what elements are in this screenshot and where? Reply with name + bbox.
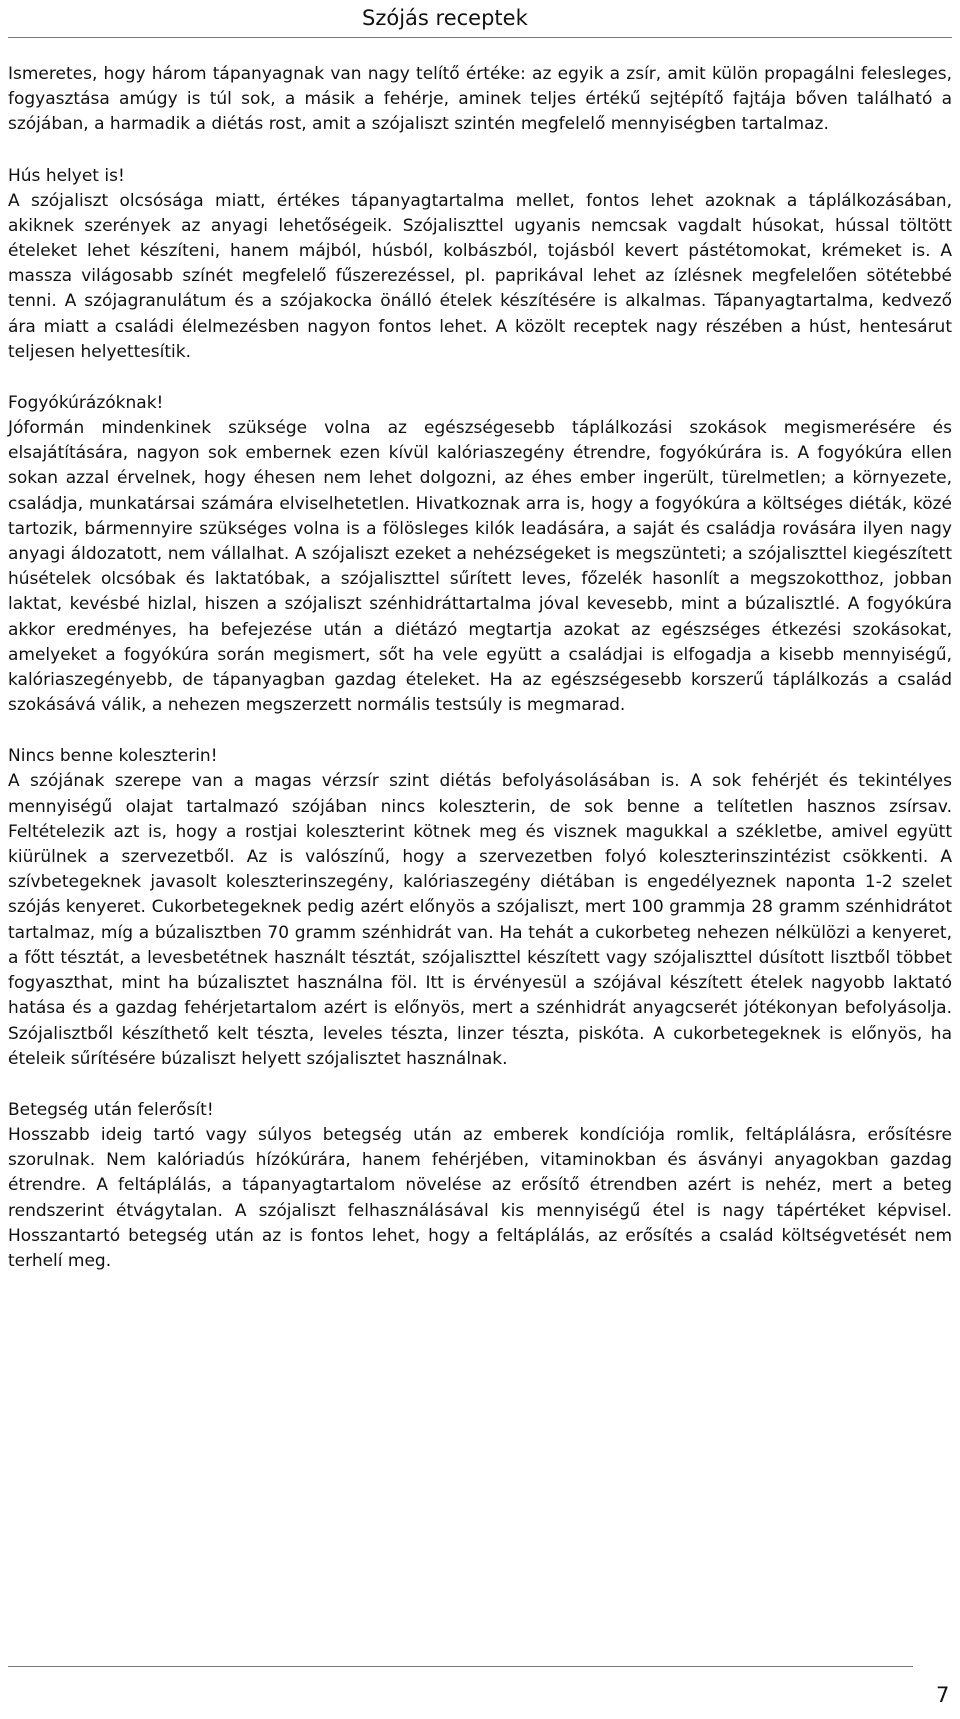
section-heading: Betegség után felerősít! — [8, 1099, 214, 1120]
intro-paragraph: Ismeretes, hogy három tápanyagnak van nagy telítő értéke: az egyik a zsír, amit külön propagálni felesleges, fogyasztása amúgy is túl sok, a másik a fehérje, aminek teljes értékű sejtépítő fajtája bőven található a szójában, a harmadik a diétás rost, amit a szójaliszt szintén megfelelő mennyiségben tartalmaz. — [8, 64, 952, 135]
document-body — [8, 62, 952, 1300]
section-paragraph: Jóformán mindenkinek szüksége volna az egészségesebb táplálkozási szokások megismerésére és elsajátítására, nagyon sok embernek ezen kívül kalóriaszegény étrendre, fogyókúrára is. A fogyókúra ellen sokan azzal érvelnek, hogy éhesen nem lehet dolgozni, az éhes ember ingerült, türelmetlen; a környezete, családja, munkatársai számára elviselhetetlen. Hivatkoznak arra is, hogy a fogyókúra a költséges diéták, közé tartozik, bármennyire szükséges volna is a fölösleges kilók leadására, a saját és családja rovására ilyen nagy anyagi áldozatott, nem vállalhat. A szójaliszt ezeket a nehézségeket is megszünteti; a szójaliszttel kiegészített húsételek olcsóbak és laktatóbak, a szójaliszttel sűrített leves, főzelék hasonlít a megszokotthoz, jobban laktat, kevésbé hizlal, hiszen a szójaliszt szénhidráttartalma jóval kevesebb, mint a búzalisztlé. A fogyókúra akkor eredményes, ha befejezése után a diétázó megtartja azokat az egészséges étkezési szokásokat, amelyeket a fogyókúra során megismert, sőt ha vele együtt a családjai is elfogadja a kisebb mennyiségű, kalóriaszegényebb, de tápanyagban gazdag ételeket. Ha az egészségesebb korszerű táplálkozás a család szokásává válik, a nehezen megszerzett normális testsúly is megmarad. — [8, 418, 952, 716]
document-title: Szójás receptek — [362, 6, 528, 30]
section-recovery — [8, 1098, 952, 1274]
section-meat-substitute — [8, 164, 952, 365]
page-number: 7 — [936, 1683, 950, 1707]
header-divider — [8, 37, 952, 38]
page-header — [0, 0, 960, 40]
section-cholesterol — [8, 744, 952, 1071]
section-intro — [8, 62, 952, 138]
section-heading: Fogyókúrázóknak! — [8, 393, 164, 414]
footer-divider — [8, 1666, 913, 1667]
section-heading: Nincs benne koleszterin! — [8, 746, 218, 767]
section-paragraph: A szójának szerepe van a magas vérzsír szint diétás befolyásolásában is. A sok fehérjét és tekintélyes mennyiségű olajat tartalmazó szójában nincs koleszterin, de sok benne a telítetlen hasznos zsírsav. Feltételezik azt is, hogy a rostjai koleszterint kötnek meg és visznek magukkal a székletbe, amivel együtt kiürülnek a szervezetből. Az is valószínű, hogy a szervezetben folyó koleszterinszintézist csökkenti. A szívbetegeknek javasolt koleszterinszegény, kalóriaszegény diétában is engedélyeznek naponta 1-2 szelet szójás kenyeret. Cukorbetegeknek pedig azért előnyös a szójaliszt, mert 100 grammja 28 gramm szénhidrátot tartalmaz, míg a búzalisztben 70 gramm szénhidrát van. Ha tehát a cukorbeteg nehezen nélkülözi a kenyeret, a főtt tésztát, a levesbetétnek használt tésztát, szójaliszttel készített vagy szójaliszttel dúsított lisztből többet fogyaszthat, mint ha búzalisztet használna föl. Itt is érvényesül a szójával készített ételek nagyobb laktató hatása és a gazdag fehérjetartalom azért is előnyös, mert a szénhidrát anyagcserét jótékonyan befolyásolja. Szójalisztből készíthető kelt tészta, leveles tészta, linzer tészta, piskóta. A cukorbetegeknek is előnyös, ha ételeik sűrítésére búzaliszt helyett szójalisztet használnak. — [8, 771, 952, 1069]
section-heading: Hús helyet is! — [8, 165, 125, 186]
section-paragraph: Hosszabb ideig tartó vagy súlyos betegség után az emberek kondíciója romlik, feltáplálásra, erősítésre szorulnak. Nem kalóriadús hízókúrára, hanem fehérjében, vitaminokban és ásványi anyagokban gazdag étrendre. A feltáplálás, a tápanyagtartalom növelése az erősítő étrendben azért is nehéz, mert a beteg rendszerint étvágytalan. A szójaliszt felhasználásával kis mennyiségű étel is nagy tápértéket képvisel. Hosszantartó betegség után az is fontos lehet, hogy a feltáplálás, az erősítés a család költségvetését nem terhelí meg. — [8, 1124, 952, 1271]
section-dieters — [8, 391, 952, 718]
section-paragraph: A szójaliszt olcsósága miatt, értékes tápanyagtartalma mellet, fontos lehet azoknak a táplálkozásában, akiknek szerények az anyagi lehetőségeik. Szójaliszttel ugyanis nemcsak vagdalt húsokat, hússal töltött ételeket lehet készíteni, hanem májból, húsból, kolbászból, tojásból kevert pástétomokat, krémeket is. A massza világosabb színét megfelelő fűszerezéssel, pl. paprikával lehet az ízlésnek megfelelően sötétebbé tenni. A szójagranulátum és a szójakocka önálló ételek készítésére is alkalmas. Tápanyagtartalma, kedvező ára miatt a családi élelmezésben nagyon fontos lehet. A közölt receptek nagy részében a húst, hentesárut teljesen helyettesítik. — [8, 190, 952, 362]
